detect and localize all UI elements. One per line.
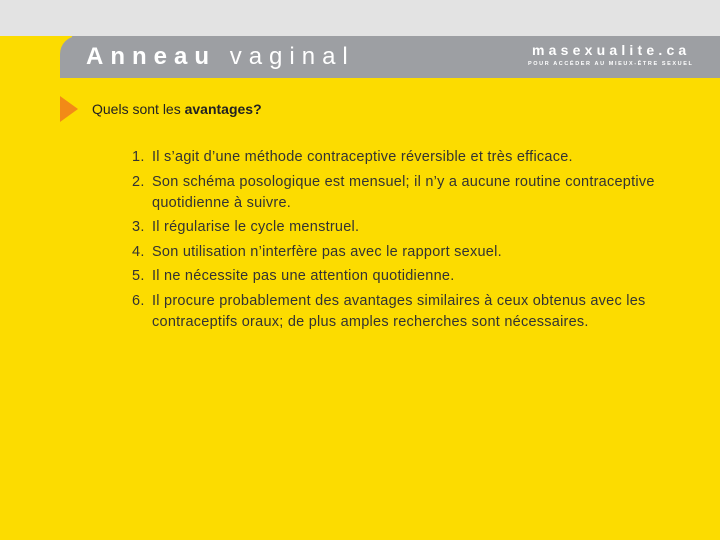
- title-light: vaginal: [229, 43, 355, 70]
- item-text: Il régularise le cycle menstruel.: [152, 219, 360, 235]
- section-question: [92, 101, 262, 117]
- item-number: 1.: [132, 149, 145, 165]
- list-item: [132, 291, 702, 333]
- item-text: Il s’agit d’une méthode contraceptive réversible et très efficace.: [152, 149, 573, 165]
- item-text: Son utilisation n’interfère pas avec le rapport sexuel.: [152, 243, 502, 260]
- item-number: 2.: [132, 173, 145, 190]
- item-number: 3.: [132, 219, 145, 235]
- question-emphasis: avantages?: [184, 101, 262, 117]
- page-title: [86, 43, 355, 71]
- play-arrow-icon: [60, 96, 78, 122]
- list-item: [132, 266, 702, 287]
- brand-tagline: POUR ACCÉDER AU MIEUX-ÊTRE SEXUEL: [528, 61, 694, 67]
- item-number: 5.: [132, 268, 145, 284]
- title-bold: Anneau: [86, 43, 217, 70]
- item-text: Il ne nécessite pas une attention quotidienne.: [152, 268, 455, 284]
- list-item: [132, 172, 702, 214]
- item-text: Il procure probablement des avantages similaires à ceux obtenus avec les contraceptifs oraux; de plus amples recherches sont nécessaires.: [152, 292, 646, 330]
- item-number: 6.: [132, 292, 145, 309]
- top-strip: [0, 0, 720, 36]
- list-item: [132, 217, 702, 238]
- question-prefix: Quels sont les: [92, 101, 185, 117]
- advantages-list: [132, 147, 702, 336]
- brand-logo-text: masexualite.ca: [532, 42, 691, 58]
- item-text: Son schéma posologique est mensuel; il n’y a aucune routine contraceptive quotidienne à suivre.: [152, 173, 655, 211]
- list-item: [132, 242, 702, 263]
- list-item: [132, 147, 702, 168]
- item-number: 4.: [132, 243, 145, 260]
